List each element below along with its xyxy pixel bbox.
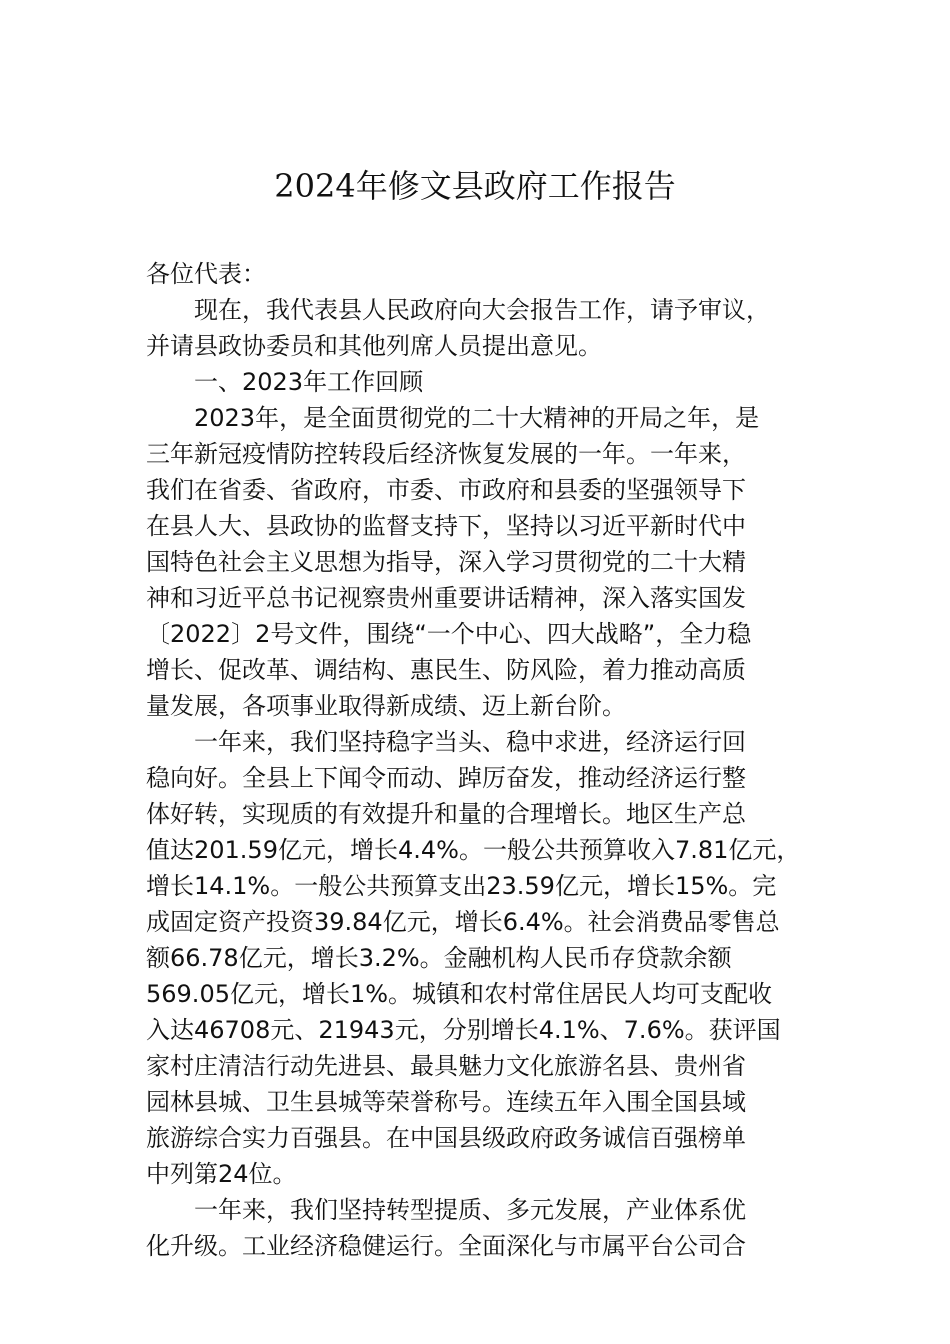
text-line: 我们在省委、省政府，市委、市政府和县委的坚强领导下 (146, 476, 746, 504)
text-line: 成固定资产投资39.84亿元，增长6.4%。社会消费品零售总 (146, 908, 780, 936)
text-line: 国特色社会主义思想为指导，深入学习贯彻党的二十大精 (146, 548, 746, 576)
text-line: 一年来，我们坚持稳字当头、稳中求进，经济运行回 (194, 728, 746, 756)
salutation-line: 各位代表： (146, 260, 266, 288)
section-heading: 一、2023年工作回顾 (194, 368, 424, 396)
text-line: 体好转，实现质的有效提升和量的合理增长。地区生产总 (146, 800, 746, 828)
text-line: 神和习近平总书记视察贵州重要讲话精神，深入落实国发 (146, 584, 746, 612)
text-line: 在县人大、县政协的监督支持下，坚持以习近平新时代中 (146, 512, 746, 540)
text-line: 化升级。工业经济稳健运行。全面深化与市属平台公司合 (146, 1232, 746, 1260)
text-line: 并请县政协委员和其他列席人员提出意见。 (146, 332, 602, 360)
text-line: 值达201.59亿元，增长4.4%。一般公共预算收入7.81亿元， (146, 836, 801, 864)
text-line: 额66.78亿元，增长3.2%。金融机构人民币存贷款余额 (146, 944, 732, 972)
text-line: 〔2022〕2号文件，围绕“一个中心、四大战略”，全力稳 (146, 620, 752, 648)
text-line: 现在，我代表县人民政府向大会报告工作，请予审议， (194, 296, 770, 324)
document-title: 2024年修文县政府工作报告 (274, 167, 676, 205)
text-line: 量发展，各项事业取得新成绩、迈上新台阶。 (146, 692, 626, 720)
text-line: 稳向好。全县上下闻令而动、踔厉奋发，推动经济运行整 (146, 764, 746, 792)
text-line: 入达46708元、21943元，分别增长4.1%、7.6%。获评国 (146, 1016, 781, 1044)
text-line: 家村庄清洁行动先进县、最具魅力文化旅游名县、贵州省 (146, 1052, 746, 1080)
text-line: 旅游综合实力百强县。在中国县级政府政务诚信百强榜单 (146, 1124, 746, 1152)
text-line: 增长14.1%。一般公共预算支出23.59亿元，增长15%。完 (146, 872, 777, 900)
text-line: 569.05亿元，增长1%。城镇和农村常住居民人均可支配收 (146, 980, 773, 1008)
text-line: 2023年，是全面贯彻党的二十大精神的开局之年，是 (194, 404, 760, 432)
text-line: 园林县城、卫生县城等荣誉称号。连续五年入围全国县域 (146, 1088, 746, 1116)
text-line: 增长、促改革、调结构、惠民生、防风险，着力推动高质 (146, 656, 746, 684)
text-line: 一年来，我们坚持转型提质、多元发展，产业体系优 (194, 1196, 746, 1224)
text-line: 三年新冠疫情防控转段后经济恢复发展的一年。一年来， (146, 440, 746, 468)
text-line: 中列第24位。 (146, 1160, 297, 1188)
